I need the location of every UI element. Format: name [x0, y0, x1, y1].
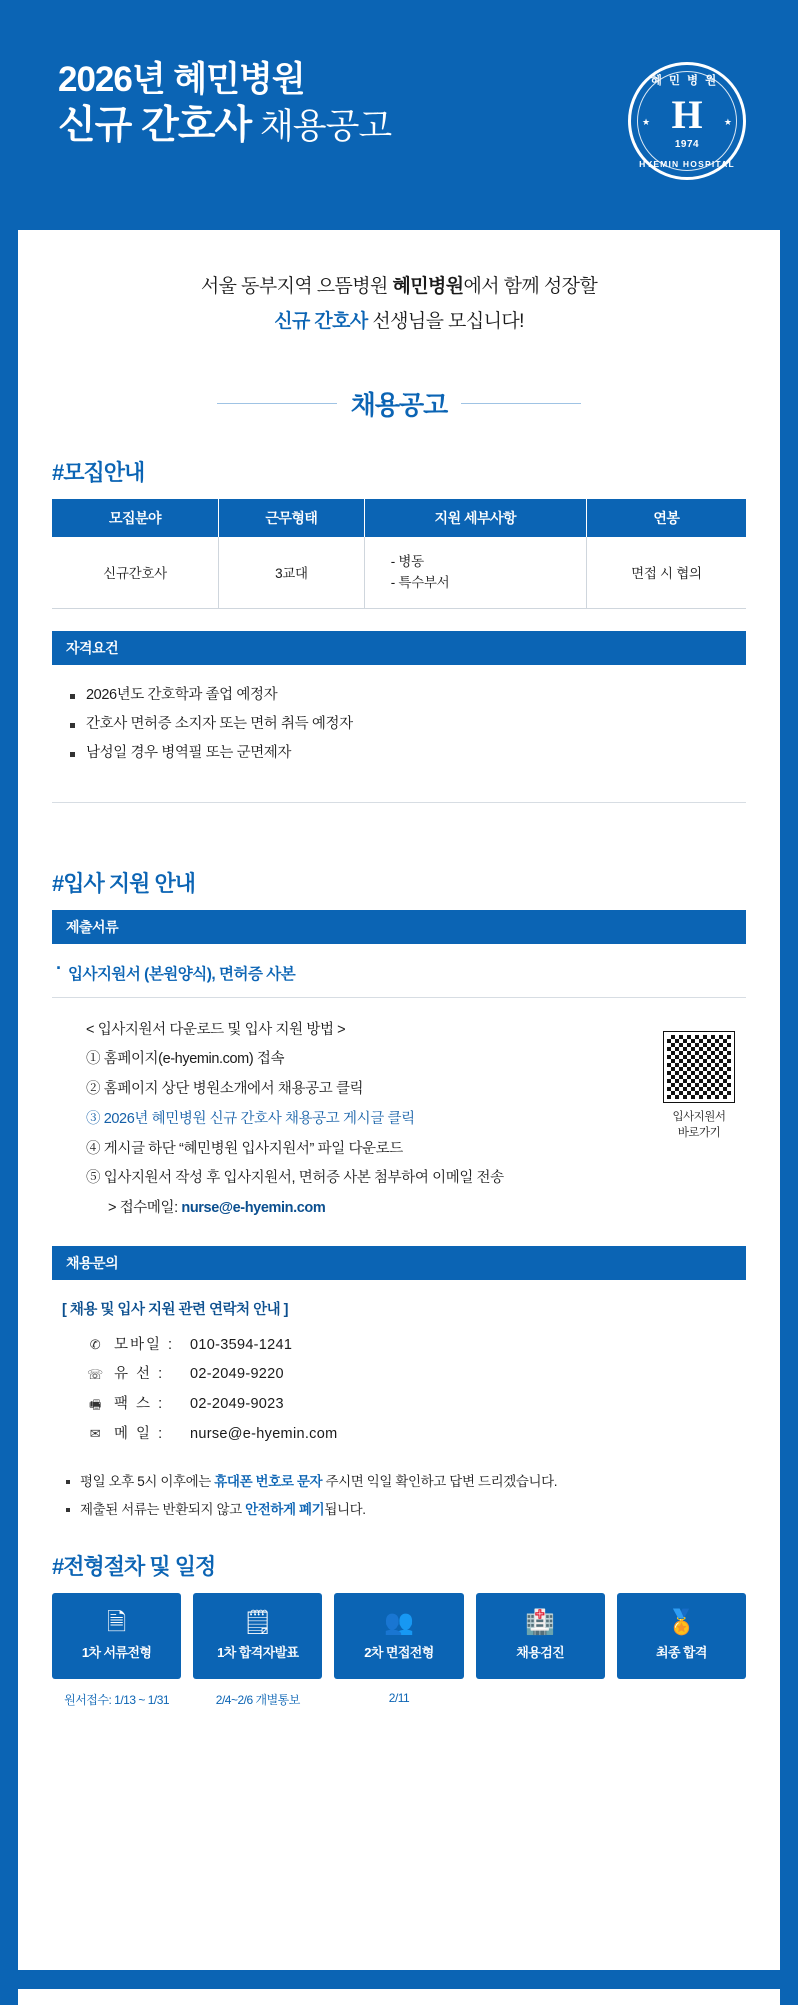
qr-code-icon[interactable] — [664, 1032, 734, 1102]
contact-row-fax — [86, 1390, 746, 1420]
intro-line-1 — [52, 270, 746, 303]
process-step-document-review — [52, 1593, 181, 1679]
process-section — [52, 1550, 746, 1708]
submit-mail-address[interactable]: nurse@e-hyemin.com — [181, 1200, 326, 1216]
table-header-row — [52, 499, 746, 537]
qr-caption-line-2: 바로가기 — [677, 1127, 721, 1140]
contact-label-mail: 메 일 : — [114, 1425, 165, 1442]
process-step-interview — [334, 1593, 463, 1679]
contact-list — [86, 1331, 746, 1450]
howto-step-2: ② 홈페이지 상단 병원소개에서 채용공고 클릭 — [86, 1081, 364, 1098]
logo-top-text: 혜민병원 — [650, 75, 724, 87]
intro-line-1-hospital: 혜민병원 — [392, 276, 464, 297]
cell-field: 신규간호사 — [52, 537, 219, 609]
contact-bar: 채용문의 — [52, 1246, 746, 1280]
logo-monogram: H — [671, 92, 703, 137]
intro-line-1-c: 에서 함께 성장할 — [463, 276, 598, 297]
process-steps — [52, 1593, 746, 1679]
intro-line-2-highlight: 신규 간호사 — [274, 311, 368, 333]
howto-step-5: ⑤ 입사지원서 작성 후 입사지원서, 면허증 사본 첨부하여 이메일 전송 — [86, 1170, 504, 1187]
documents-line: · 입사지원서 (본원양식), 면허증 사본 — [52, 944, 746, 998]
hospital-logo — [628, 62, 746, 180]
recruit-table — [52, 499, 746, 609]
cell-details-line-1: - 병동 — [390, 553, 424, 569]
qr-code-block[interactable] — [662, 1032, 736, 1142]
contact-row-mail — [86, 1420, 746, 1450]
banner-title: 채용공고 — [350, 389, 448, 420]
note-1-a: 평일 오후 5시 이후에는 — [80, 1473, 215, 1489]
intro-text — [52, 270, 746, 339]
process-date-2: 2/4~2/6 개별통보 — [215, 1693, 300, 1708]
process-step-label: 1차 합격자발표 — [217, 1645, 299, 1661]
col-details: 지원 세부사항 — [364, 499, 586, 537]
col-salary: 연봉 — [586, 499, 746, 537]
col-worktype: 근무형태 — [219, 499, 365, 537]
process-date-5 — [617, 1691, 746, 1708]
qualification-list — [52, 681, 746, 768]
qr-caption-line-1: 입사지원서 — [672, 1110, 726, 1123]
mail-icon: ✉ — [89, 1426, 101, 1442]
list-item — [66, 1496, 746, 1524]
divider — [52, 802, 746, 803]
contact-value-fax: 02-2049-9023 — [190, 1396, 284, 1413]
recruit-heading: #모집안내 — [52, 459, 145, 485]
process-date-1: 원서접수: 1/13 ~ 1/31 — [64, 1693, 170, 1708]
star-icon: ★ — [723, 117, 732, 127]
note-2-a: 제출된 서류는 반환되지 않고 — [80, 1501, 246, 1517]
howto-step-3: ③ 2026년 혜민병원 신규 간호사 채용공고 게시글 클릭 — [86, 1110, 415, 1127]
intro-line-2 — [52, 305, 746, 338]
poster-header — [0, 0, 798, 230]
header-line-1: 2026년 혜민병원 — [58, 60, 305, 99]
process-step-final-pass — [617, 1593, 746, 1679]
process-date-4 — [476, 1691, 605, 1708]
document-review-icon: 🗎 — [106, 1609, 127, 1637]
poster-body — [18, 230, 780, 1970]
cell-details-line-2: - 특수부서 — [390, 575, 450, 591]
banner-rule-right — [461, 403, 581, 404]
howto-step-4: ④ 게시글 하단 “혜민병원 입사지원서” 파일 다운로드 — [86, 1140, 403, 1157]
note-1-highlight: 휴대폰 번호로 문자 — [214, 1473, 323, 1489]
col-field: 모집분야 — [52, 499, 219, 537]
mobile-phone-icon: ✆ — [89, 1337, 101, 1353]
contact-notes — [52, 1468, 746, 1525]
logo-bottom-text: HYEMIN HOSPITAL — [639, 159, 735, 169]
contact-value-tel: 02-2049-9220 — [190, 1366, 284, 1383]
medical-checkup-icon: 🏥 — [525, 1609, 556, 1637]
list-item — [66, 1468, 746, 1496]
process-date-3: 2/11 — [388, 1691, 410, 1706]
documents-bar: 제출서류 — [52, 910, 746, 944]
list-item: 남성일 경우 병역필 또는 군면제자 — [70, 739, 746, 768]
contact-row-mobile — [86, 1331, 746, 1361]
process-step-label: 최종 합격 — [655, 1645, 707, 1661]
poster-bottom-edge — [18, 1987, 780, 2005]
header-line-2-strong: 신규 간호사 — [58, 103, 252, 147]
howto-step-1: ① 홈페이지(e-hyemin.com) 접속 — [86, 1051, 285, 1068]
contact-head: [ 채용 및 입사 지원 관련 연락처 안내 ] — [62, 1301, 288, 1318]
qualification-bar-wrap — [52, 631, 746, 665]
list-item: 간호사 면허증 소지자 또는 면허 취득 예정자 — [70, 710, 746, 739]
process-step-checkup — [476, 1593, 605, 1679]
final-pass-icon: 🏅 — [666, 1609, 697, 1637]
logo-year: 1974 — [674, 139, 700, 150]
list-item: 2026년도 간호학과 졸업 예정자 — [70, 681, 746, 710]
process-step-label: 채용검진 — [516, 1645, 565, 1661]
contact-row-tel — [86, 1360, 746, 1390]
process-step-label: 1차 서류전형 — [81, 1645, 152, 1661]
header-line-2-rest: 채용공고 — [251, 106, 392, 146]
section-banner — [52, 385, 746, 422]
howto-title: < 입사지원서 다운로드 및 입사 지원 방법 > — [86, 1021, 346, 1038]
telephone-icon: ☏ — [87, 1366, 103, 1382]
contact-value-mobile: 010-3594-1241 — [190, 1336, 293, 1353]
cell-salary: 면접 시 협의 — [586, 537, 746, 609]
qr-caption — [662, 1109, 736, 1142]
process-heading: #전형절차 및 일정 — [52, 1554, 216, 1580]
howto-submit-mail — [86, 1194, 746, 1224]
cell-details — [364, 537, 586, 609]
contact-bar-wrap — [52, 1246, 746, 1280]
table-row — [52, 537, 746, 609]
contact-label-mobile: 모바일 : — [114, 1336, 175, 1353]
intro-line-2-rest: 선생님을 모십니다! — [367, 311, 524, 333]
process-step-label: 2차 면접전형 — [364, 1645, 434, 1661]
contact-label-fax: 팩 스 : — [114, 1396, 165, 1413]
contact-value-mail[interactable]: nurse@e-hyemin.com — [190, 1425, 338, 1442]
intro-line-1-a: 서울 동부지역 으뜸병원 — [200, 276, 393, 297]
cell-worktype: 3교대 — [219, 537, 365, 609]
howto-block — [52, 998, 746, 1224]
checked-document-icon: 🗒 — [242, 1609, 274, 1637]
process-step-first-result — [193, 1593, 322, 1679]
process-dates — [52, 1691, 746, 1708]
banner-rule-left — [217, 403, 337, 404]
submit-label: > 접수메일: — [108, 1200, 182, 1216]
contact-label-tel: 유 선 : — [114, 1366, 165, 1383]
footer-spacer — [52, 1708, 746, 1728]
note-2-highlight: 안전하게 폐기 — [245, 1501, 325, 1517]
fax-icon: 🖷 — [89, 1396, 101, 1412]
star-icon: ★ — [642, 117, 651, 127]
apply-heading: #입사 지원 안내 — [52, 870, 195, 896]
note-2-b: 됩니다. — [324, 1501, 366, 1517]
qualification-bar: 자격요건 — [52, 631, 746, 665]
interview-icon: 👥 — [384, 1609, 414, 1637]
note-1-b: 주시면 익일 확인하고 답변 드리겠습니다. — [322, 1473, 558, 1489]
